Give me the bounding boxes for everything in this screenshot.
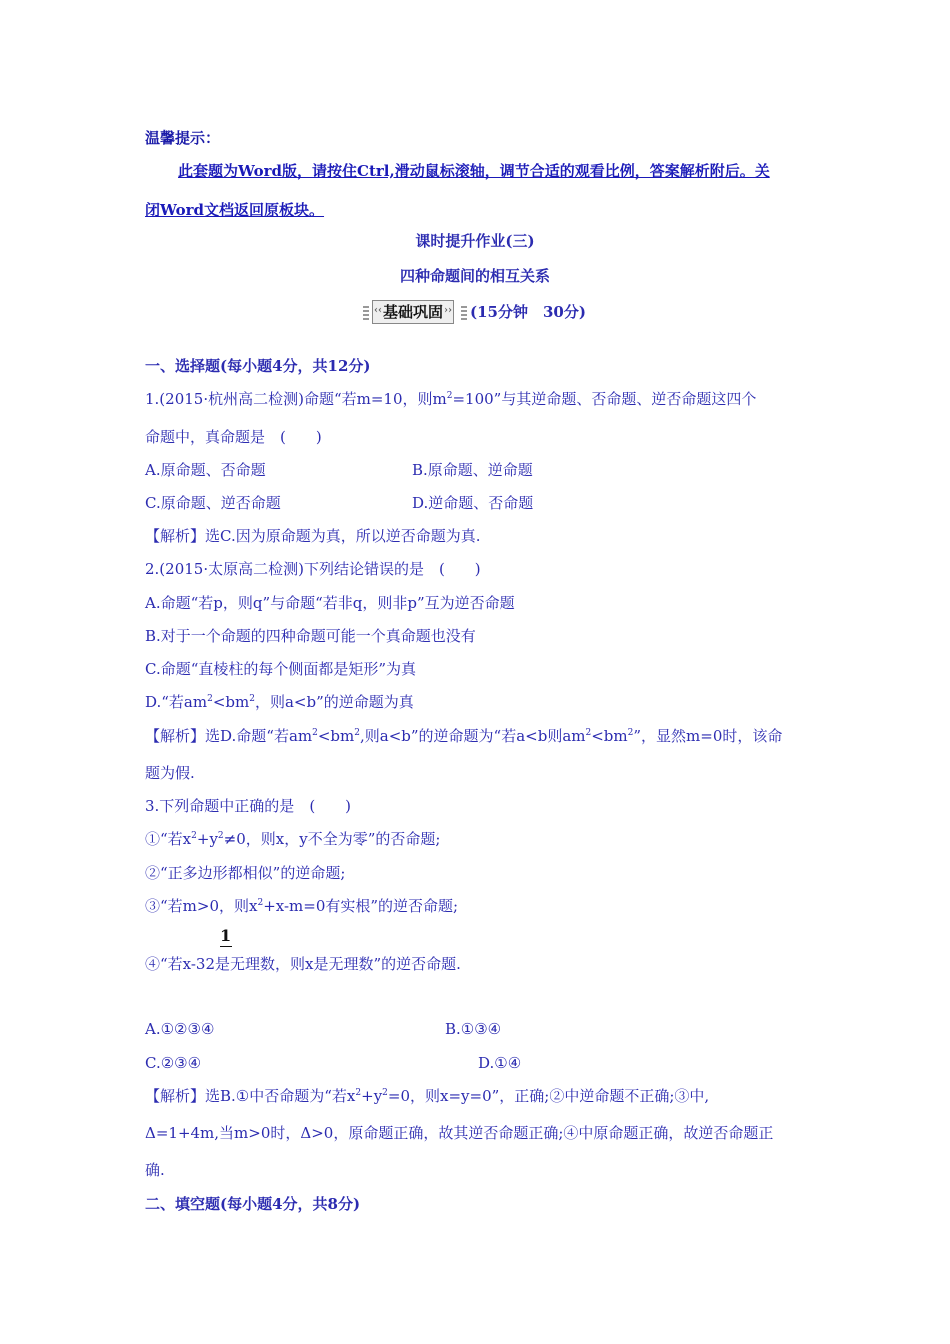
q2-option-c: C.命题“直棱柱的每个侧面都是矩形”为真 — [145, 660, 417, 678]
q3-solution-tag: 【解析】 — [145, 1087, 206, 1105]
q3-stem: 3.下列命题中正确的是 ( ) — [145, 797, 352, 815]
q2-option-b: B.对于一个命题的四种命题可能一个真命题也没有 — [145, 627, 476, 645]
q3-solution-line3: 确. — [145, 1161, 165, 1179]
q3-item-1: ①“若$x^2+y^2\ne 0$，则x，y不全为零”的否命题; — [145, 830, 441, 848]
notice-line-2[interactable]: 闭Word文档返回原板块。 — [145, 201, 325, 219]
section1-heading: 一、选择题(每小题4分，共12分) — [145, 357, 371, 375]
section2-heading: 二、填空题(每小题4分，共8分) — [145, 1195, 361, 1213]
page-title: 课时提升作业(三) — [415, 232, 535, 250]
q1-option-b: B.原命题、逆命题 — [412, 461, 533, 479]
notice-line-1[interactable]: 此套题为Word版，请按住Ctrl,滑动鼠标滚轴，调节合适的观看比例，答案解析附后。关 — [178, 162, 770, 180]
q2-solution-line2: 题为假. — [145, 764, 195, 782]
q1-option-d: D.逆命题、否命题 — [412, 494, 534, 512]
q3-option-b: B.①③④ — [445, 1020, 502, 1038]
q1-line2: 命题中，真命题是 ( ) — [145, 428, 322, 446]
q3-item-3: ③“若m>0，则$x^2+x-m=0$有实根”的逆否命题; — [145, 897, 459, 915]
q3-item-2: ②“正多边形都相似”的逆命题; — [145, 864, 346, 882]
q2-option-a: A.命题“若p，则q”与命题“若非q，则非p”互为逆否命题 — [145, 594, 515, 612]
section-badge-row — [360, 300, 586, 324]
q1-option-c: C.原命题、逆否命题 — [145, 494, 281, 512]
q3-option-c: C.②③④ — [145, 1054, 202, 1072]
q3-item4-fraction-numerator: 1 — [220, 926, 232, 945]
dots-left-icon — [363, 306, 369, 320]
q1-option-a: A.原命题、否命题 — [145, 461, 266, 479]
badge-label: ‹‹ 基础巩固 ›› — [372, 300, 454, 324]
q3-item-4: ④“若x-32是无理数，则x是无理数”的逆否命题. — [145, 955, 461, 973]
q1-solution-tag: 【解析】 — [145, 527, 206, 545]
q2-option-d: D.“若$am^2<bm^2$，则a<b”的逆命题为真 — [145, 693, 414, 711]
q3-option-d: D.①④ — [478, 1054, 522, 1072]
q3-option-a: A.①②③④ — [145, 1020, 215, 1038]
q2-stem: 2.(2015·太原高二检测)下列结论错误的是 ( ) — [145, 560, 481, 578]
q3-solution-line2: Δ=1+4m,当m>0时，Δ>0，原命题正确，故其逆否命题正确;④中原命题正确，故逆否命题正 — [145, 1124, 774, 1142]
dots-right-icon — [461, 306, 467, 320]
q3-solution-line1: 【解析】选B.①中否命题为“若$x^2+y^2=0$，则x=y=0”，正确;②中逆命题不正确;③中, — [145, 1087, 710, 1105]
q2-solution-tag: 【解析】 — [145, 727, 206, 745]
notice-heading: 温馨提示： — [145, 129, 221, 147]
q3-item4-fraction-bar — [220, 946, 232, 947]
q1-solution — [145, 526, 481, 546]
badge-time: (15分钟 30分) — [470, 303, 586, 321]
q2-solution-line1: 【解析】选D.命题“若$am^2<bm^2$,则a<b”的逆命题为“若a<b则$am^2<bm^2$”，显然m=0时，该命 — [145, 727, 783, 745]
page-subtitle: 四种命题间的相互关系 — [399, 267, 550, 285]
q1-line1: 1.(2015·杭州高二检测)命题“若m=10，则$m^2=100$”与其逆命题、否命题、逆否命题这四个 — [145, 390, 757, 408]
q1-solution-text: 选C.因为原命题为真，所以逆否命题为真. — [205, 527, 481, 545]
